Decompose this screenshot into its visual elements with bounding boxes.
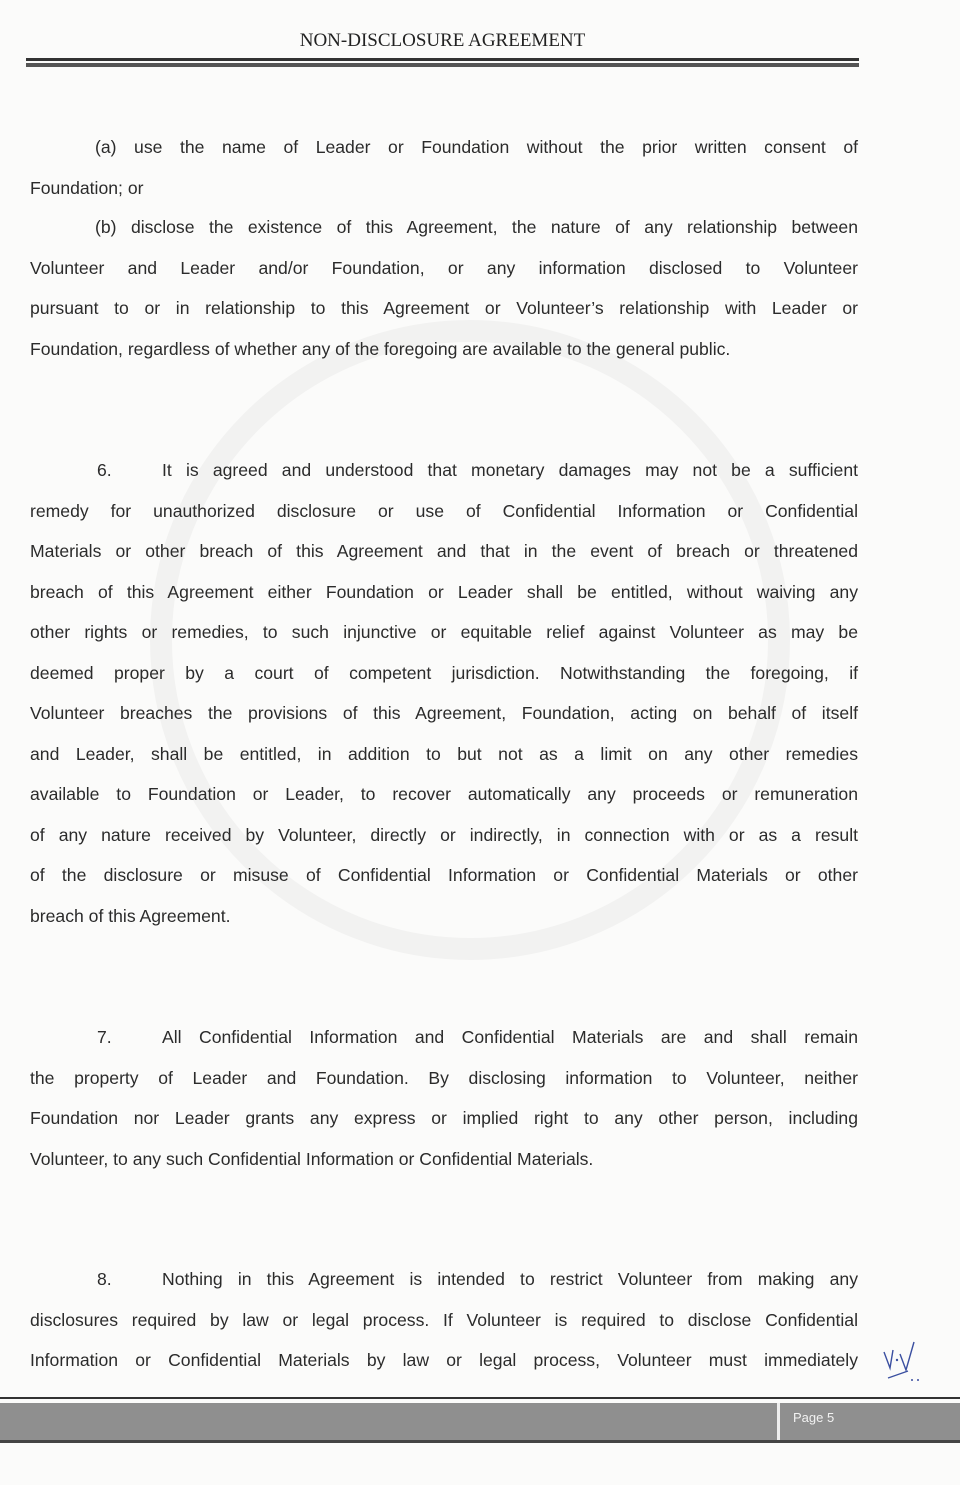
paragraph-number: 7.	[97, 1027, 112, 1047]
text-line: breach of this Agreement.	[30, 905, 231, 926]
text-line: other rights or remedies, to such injunctive or equitable relief against Volunteer as may be	[30, 622, 858, 642]
text-line: deemed proper by a court of competent jurisdiction. Notwithstanding the foregoing, if	[30, 662, 858, 683]
text-line: breach of this Agreement either Foundation or Leader shall be entitled, without waiving any	[30, 581, 858, 602]
text-line: the property of Leader and Foundation. By disclosing information to Volunteer, neither	[30, 1067, 858, 1088]
text-line: Materials or other breach of this Agreement and that in the event of breach or threatened	[30, 541, 858, 561]
text-line: of the disclosure or misuse of Confidential Information or Confidential Materials or other	[30, 865, 858, 885]
text-line: and Leader, shall be entitled, in addition to but not as a limit on any other remedies	[30, 743, 858, 764]
text-line: It is agreed and understood that monetary damages may not be a sufficient	[162, 460, 858, 480]
text-line: Foundation, regardless of whether any of the foregoing are available to the general public.	[30, 338, 731, 359]
text-line: remedy for unauthorized disclosure or use of Confidential Information or Confidential	[30, 500, 858, 521]
text-line: (a) use the name of Leader or Foundation without the prior written consent of	[95, 137, 858, 157]
text-line: Information or Confidential Materials by law or legal process, Volunteer must immediately	[30, 1350, 858, 1370]
page-number: Page 5	[793, 1410, 835, 1425]
paragraph	[30, 450, 858, 936]
paragraph	[30, 1259, 858, 1381]
footer-separator	[777, 1403, 780, 1440]
text-line: Foundation; or	[30, 177, 144, 198]
paragraph-number: 8.	[97, 1269, 112, 1289]
paragraph	[30, 1017, 858, 1179]
text-line: (b) disclose the existence of this Agreement, the nature of any relationship between	[95, 217, 858, 237]
text-line: Foundation nor Leader grants any express or implied right to any other person, including	[30, 1108, 858, 1128]
paragraph-number: 6.	[97, 460, 112, 480]
text-line: All Confidential Information and Confidential Materials are and shall remain	[162, 1027, 858, 1047]
text-line: available to Foundation or Leader, to recover automatically any proceeds or remuneration	[30, 784, 858, 804]
text-line: pursuant to or in relationship to this Agreement or Volunteer’s relationship with Leader or	[30, 298, 858, 318]
text-line: of any nature received by Volunteer, directly or indirectly, in connection with or as a result	[30, 824, 858, 845]
signature-initials	[878, 1340, 928, 1385]
header-rule-thick	[26, 63, 859, 67]
header-rule	[26, 58, 859, 61]
page-header-title: NON-DISCLOSURE AGREEMENT	[299, 30, 586, 51]
text-line: Volunteer breaches the provisions of this Agreement, Foundation, acting on behalf of itself	[30, 703, 858, 723]
text-line: Volunteer, to any such Confidential Information or Confidential Materials.	[30, 1148, 594, 1169]
footer-rule-bottom	[0, 1440, 960, 1443]
paragraph	[30, 127, 858, 208]
text-line: Nothing in this Agreement is intended to restrict Volunteer from making any	[162, 1269, 858, 1289]
paragraph	[30, 207, 858, 369]
footer-rule	[0, 1397, 960, 1399]
text-line: disclosures required by law or legal process. If Volunteer is required to disclose Confidential	[30, 1309, 858, 1330]
text-line: Volunteer and Leader and/or Foundation, or any information disclosed to Volunteer	[30, 257, 858, 278]
